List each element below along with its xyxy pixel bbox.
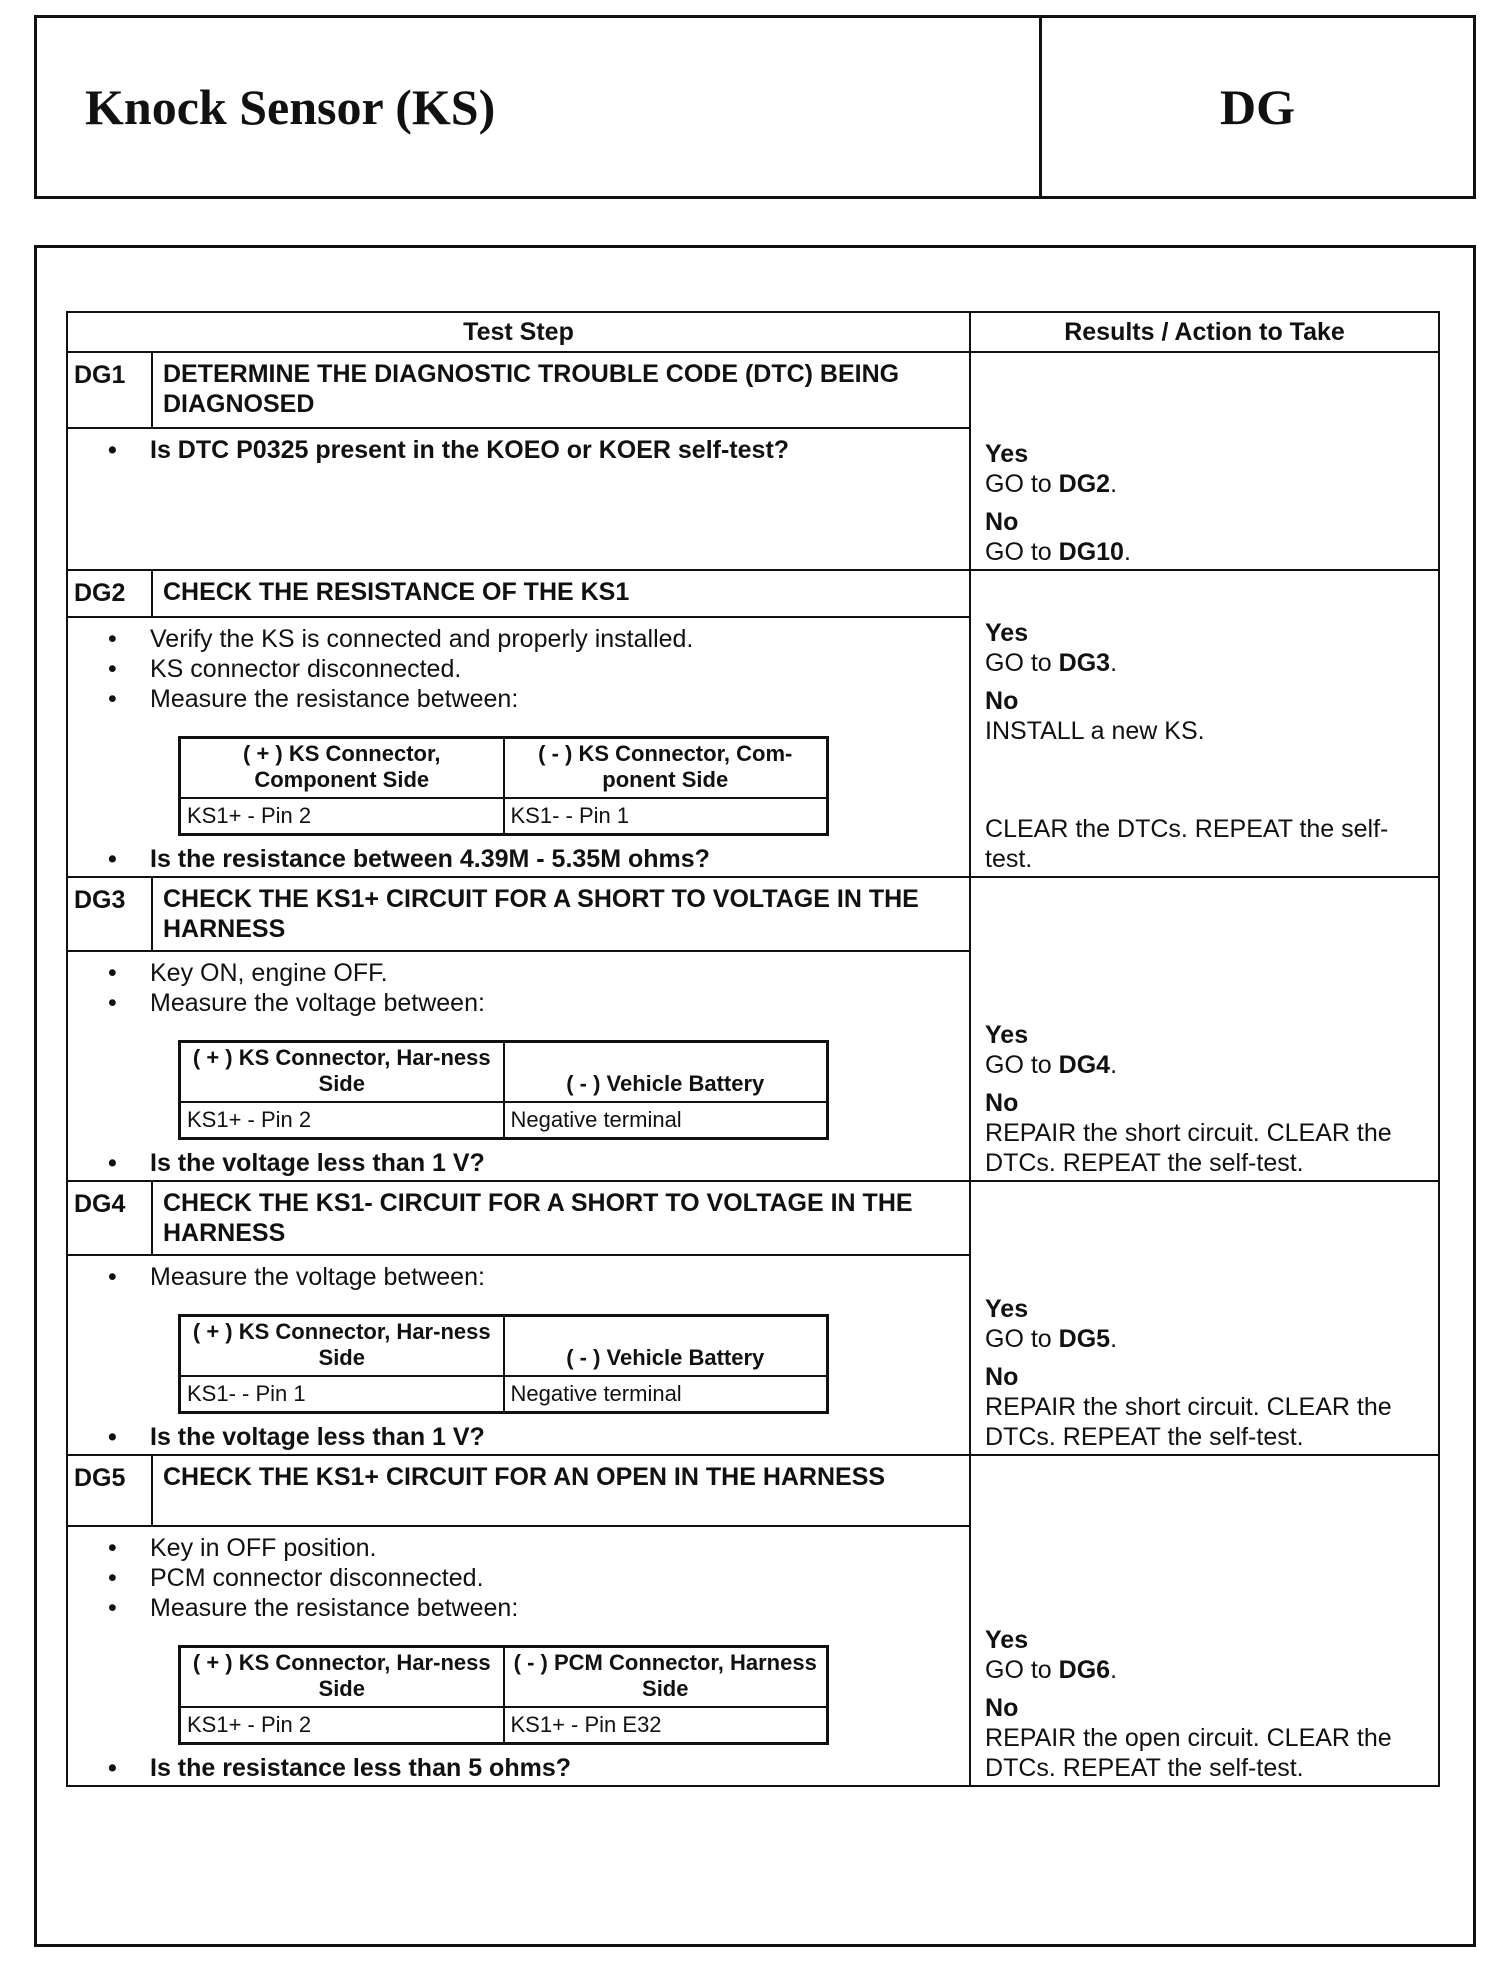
step-body — [67, 428, 970, 570]
positive-lead-header: ( + ) KS Connector, Har-ness Side — [180, 1316, 504, 1377]
negative-lead-header: ( - ) Vehicle Battery — [504, 1042, 828, 1103]
negative-lead-value: KS1+ - Pin E32 — [504, 1707, 828, 1744]
step-body — [67, 617, 970, 877]
extra-action: CLEAR the DTCs. REPEAT the self-test. — [985, 815, 1389, 873]
step-results — [970, 1181, 1439, 1455]
step-question: • Is the voltage less than 1 V? — [108, 1148, 959, 1178]
step-id: DG4 — [67, 1181, 152, 1255]
step-body — [67, 1255, 970, 1455]
step-id: DG5 — [67, 1455, 152, 1526]
bullet-item: • Measure the resistance between: — [108, 1593, 959, 1623]
step-title-row — [67, 570, 1439, 617]
step-body — [67, 951, 970, 1181]
results-header: Results / Action to Take — [970, 312, 1439, 352]
step-id: DG2 — [67, 570, 152, 617]
step-bullets — [78, 958, 959, 1018]
no-label: No — [985, 1089, 1019, 1117]
step-bullets — [78, 1262, 959, 1292]
negative-lead-value: Negative terminal — [504, 1376, 828, 1413]
positive-lead-value: KS1+ - Pin 2 — [180, 1102, 504, 1139]
page-header — [34, 15, 1476, 199]
yes-label: Yes — [985, 1021, 1029, 1049]
no-action: REPAIR the short circuit. CLEAR the DTCs. REPEAT the self-test. — [985, 1393, 1392, 1451]
no-action: INSTALL a new KS. — [985, 717, 1205, 745]
bullet-item: • PCM connector disconnected. — [108, 1563, 959, 1593]
step-bullets — [78, 844, 959, 874]
step-body — [67, 1526, 970, 1786]
step-title-row — [67, 877, 1439, 951]
yes-action: GO to DG4. — [985, 1051, 1118, 1079]
step-question: • Is DTC P0325 present in the KOEO or KOER self-test? — [108, 435, 959, 465]
no-label: No — [985, 1363, 1019, 1391]
test-step-table — [66, 311, 1440, 1787]
bullet-item: • Key ON, engine OFF. — [108, 958, 959, 988]
page-title: Knock Sensor (KS) — [37, 18, 1042, 196]
measurement-table — [178, 1314, 829, 1414]
step-bullets — [78, 1753, 959, 1783]
measurement-table — [178, 1040, 829, 1140]
step-id: DG1 — [67, 352, 152, 428]
test-step-header: Test Step — [67, 312, 970, 352]
negative-lead-value: KS1- - Pin 1 — [504, 798, 828, 835]
section-code: DG — [1220, 79, 1295, 135]
positive-lead-header: ( + ) KS Connector, Har-ness Side — [180, 1647, 504, 1708]
positive-lead-header: ( + ) KS Connector, Component Side — [180, 738, 504, 799]
step-title-row — [67, 352, 1439, 428]
bullet-item: • Measure the resistance between: — [108, 684, 959, 714]
step-title: CHECK THE KS1+ CIRCUIT FOR A SHORT TO VOLTAGE IN THE HARNESS — [152, 877, 970, 951]
yes-action: GO to DG6. — [985, 1656, 1118, 1684]
step-question: • Is the resistance less than 5 ohms? — [108, 1753, 959, 1783]
step-bullets — [78, 1422, 959, 1452]
step-question: • Is the voltage less than 1 V? — [108, 1422, 959, 1452]
positive-lead-header: ( + ) KS Connector, Har-ness Side — [180, 1042, 504, 1103]
step-bullets — [78, 435, 959, 465]
step-id: DG3 — [67, 877, 152, 951]
measurement-table — [178, 1645, 829, 1745]
bullet-item: • KS connector disconnected. — [108, 654, 959, 684]
step-title-row — [67, 1455, 1439, 1526]
bullet-item: • Verify the KS is connected and properly installed. — [108, 624, 959, 654]
positive-lead-value: KS1- - Pin 1 — [180, 1376, 504, 1413]
step-title: CHECK THE RESISTANCE OF THE KS1 — [152, 570, 970, 617]
step-link[interactable]: DG3 — [1058, 649, 1111, 677]
step-bullets — [78, 1148, 959, 1178]
yes-action: GO to DG5. — [985, 1325, 1118, 1353]
yes-action: GO to DG3. — [985, 649, 1118, 677]
step-results — [970, 570, 1439, 877]
no-action: GO to DG10. — [985, 538, 1131, 566]
step-link[interactable]: DG10 — [1058, 538, 1124, 566]
yes-label: Yes — [985, 1626, 1029, 1654]
bullet-item: • Measure the voltage between: — [108, 988, 959, 1018]
step-link[interactable]: DG5 — [1058, 1325, 1111, 1353]
step-title-row — [67, 1181, 1439, 1255]
negative-lead-header: ( - ) PCM Connector, Harness Side — [504, 1647, 828, 1708]
step-bullets — [78, 1533, 959, 1623]
yes-label: Yes — [985, 440, 1029, 468]
step-link[interactable]: DG6 — [1058, 1656, 1111, 1684]
step-results — [970, 352, 1439, 570]
step-link[interactable]: DG4 — [1058, 1051, 1111, 1079]
positive-lead-value: KS1+ - Pin 2 — [180, 798, 504, 835]
no-action: REPAIR the open circuit. CLEAR the DTCs. REPEAT the self-test. — [985, 1724, 1392, 1782]
no-label: No — [985, 508, 1019, 536]
bullet-item: • Measure the voltage between: — [108, 1262, 959, 1292]
no-action: REPAIR the short circuit. CLEAR the DTCs. REPEAT the self-test. — [985, 1119, 1392, 1177]
negative-lead-value: Negative terminal — [504, 1102, 828, 1139]
yes-action: GO to DG2. — [985, 470, 1118, 498]
step-results — [970, 877, 1439, 1181]
yes-label: Yes — [985, 619, 1029, 647]
step-bullets — [78, 624, 959, 714]
bullet-item: • Key in OFF position. — [108, 1533, 959, 1563]
negative-lead-header: ( - ) Vehicle Battery — [504, 1316, 828, 1377]
step-question: • Is the resistance between 4.39M - 5.35M ohms? — [108, 844, 959, 874]
table-header-row — [67, 312, 1439, 352]
no-label: No — [985, 687, 1019, 715]
step-title: CHECK THE KS1- CIRCUIT FOR A SHORT TO VOLTAGE IN THE HARNESS — [152, 1181, 970, 1255]
step-title: CHECK THE KS1+ CIRCUIT FOR AN OPEN IN THE HARNESS — [152, 1455, 970, 1526]
step-results — [970, 1455, 1439, 1786]
yes-label: Yes — [985, 1295, 1029, 1323]
negative-lead-header: ( - ) KS Connector, Com-ponent Side — [504, 738, 828, 799]
no-label: No — [985, 1694, 1019, 1722]
step-link[interactable]: DG2 — [1058, 470, 1111, 498]
measurement-table — [178, 736, 829, 836]
step-title: DETERMINE THE DIAGNOSTIC TROUBLE CODE (DTC) BEING DIAGNOSED — [152, 352, 970, 428]
positive-lead-value: KS1+ - Pin 2 — [180, 1707, 504, 1744]
